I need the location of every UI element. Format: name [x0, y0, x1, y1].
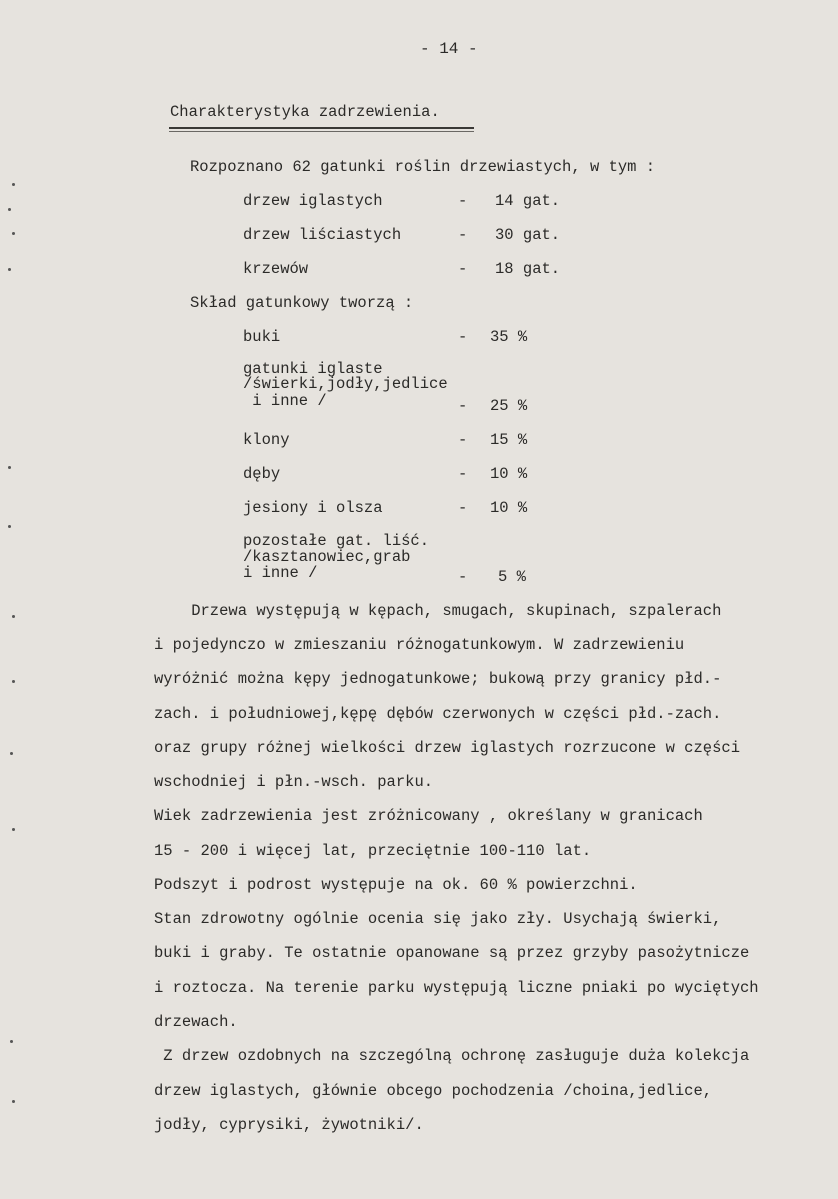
- body-line: Wiek zadrzewienia jest zróżnicowany , określany w granicach: [154, 807, 703, 825]
- intro-text: Rozpoznano 62 gatunki roślin drzewiastych, w tym :: [190, 158, 656, 176]
- composition-label: dęby: [243, 465, 281, 483]
- body-line: jodły, cyprysiki, żywotniki/.: [154, 1116, 424, 1134]
- scan-speck: [8, 268, 11, 271]
- body-line: zach. i południowej,kępę dębów czerwonych w części płd.-zach.: [154, 705, 722, 723]
- composition-dash: -: [458, 465, 468, 483]
- body-line: Podszyt i podrost występuje na ok. 60 % powierzchni.: [154, 876, 638, 894]
- heading-underline: [169, 127, 474, 129]
- body-line: wyróżnić można kępy jednogatunkowe; bukową przy granicy płd.-: [154, 670, 722, 688]
- composition-dash: -: [458, 397, 468, 415]
- count-label: drzew iglastych: [243, 192, 383, 210]
- body-line: i pojedynczo w zmieszaniu różnogatunkowym. W zadrzewieniu: [154, 636, 685, 654]
- body-line: Stan zdrowotny ogólnie ocenia się jako zły. Usychają świerki,: [154, 910, 722, 928]
- scan-speck: [12, 1100, 15, 1103]
- scan-speck: [12, 680, 15, 683]
- composition-label: i inne /: [243, 564, 318, 582]
- composition-label: klony: [243, 431, 290, 449]
- composition-label: pozostałe gat. liść.: [243, 532, 430, 550]
- composition-value: 5 %: [498, 568, 526, 586]
- scan-speck: [12, 232, 15, 235]
- composition-intro: Skład gatunkowy tworzą :: [190, 294, 414, 312]
- composition-label: jesiony i olsza: [243, 499, 383, 517]
- scan-speck: [10, 1040, 13, 1043]
- body-line: drzew iglastych, głównie obcego pochodzenia /choina,jedlice,: [154, 1082, 713, 1100]
- composition-label: /świerki,jodły,jedlice: [243, 375, 448, 393]
- scan-speck: [12, 828, 15, 831]
- body-line: drzewach.: [154, 1013, 238, 1031]
- section-heading: Charakterystyka zadrzewienia.: [170, 103, 440, 121]
- composition-dash: -: [458, 499, 468, 517]
- composition-value: 35 %: [490, 328, 528, 346]
- composition-value: 15 %: [490, 431, 528, 449]
- heading-underline-shadow: [169, 131, 474, 132]
- scan-speck: [8, 208, 11, 211]
- composition-label: gatunki iglaste: [243, 360, 383, 378]
- scan-speck: [12, 615, 15, 618]
- body-line: oraz grupy różnej wielkości drzew iglastych rozrzucone w części: [154, 739, 740, 757]
- body-line: buki i graby. Te ostatnie opanowane są przez grzyby pasożytnicze: [154, 944, 750, 962]
- scan-speck: [8, 525, 11, 528]
- composition-label: buki: [243, 328, 281, 346]
- composition-label: i inne /: [243, 392, 327, 410]
- body-line: Z drzew ozdobnych na szczególną ochronę zasługuje duża kolekcja: [154, 1047, 750, 1065]
- count-dash: -: [458, 260, 468, 278]
- body-line: 15 - 200 i więcej lat, przeciętnie 100-110 lat.: [154, 842, 592, 860]
- scan-speck: [12, 183, 15, 186]
- page-number: - 14 -: [420, 40, 478, 58]
- count-label: krzewów: [243, 260, 309, 278]
- body-line: Drzewa występują w kępach, smugach, skupinach, szpalerach: [154, 602, 722, 620]
- composition-dash: -: [458, 431, 468, 449]
- composition-label: /kasztanowiec,grab: [243, 548, 411, 566]
- body-line: wschodniej i płn.-wsch. parku.: [154, 773, 434, 791]
- count-dash: -: [458, 192, 468, 210]
- body-line: i roztocza. Na terenie parku występują liczne pniaki po wyciętych: [154, 979, 759, 997]
- composition-value: 10 %: [490, 499, 528, 517]
- count-value: 30 gat.: [495, 226, 561, 244]
- count-value: 14 gat.: [495, 192, 561, 210]
- composition-dash: -: [458, 328, 468, 346]
- composition-value: 25 %: [490, 397, 528, 415]
- count-dash: -: [458, 226, 468, 244]
- scan-speck: [10, 752, 13, 755]
- count-label: drzew liściastych: [243, 226, 402, 244]
- count-value: 18 gat.: [495, 260, 561, 278]
- composition-value: 10 %: [490, 465, 528, 483]
- scan-speck: [8, 466, 11, 469]
- composition-dash: -: [458, 568, 468, 586]
